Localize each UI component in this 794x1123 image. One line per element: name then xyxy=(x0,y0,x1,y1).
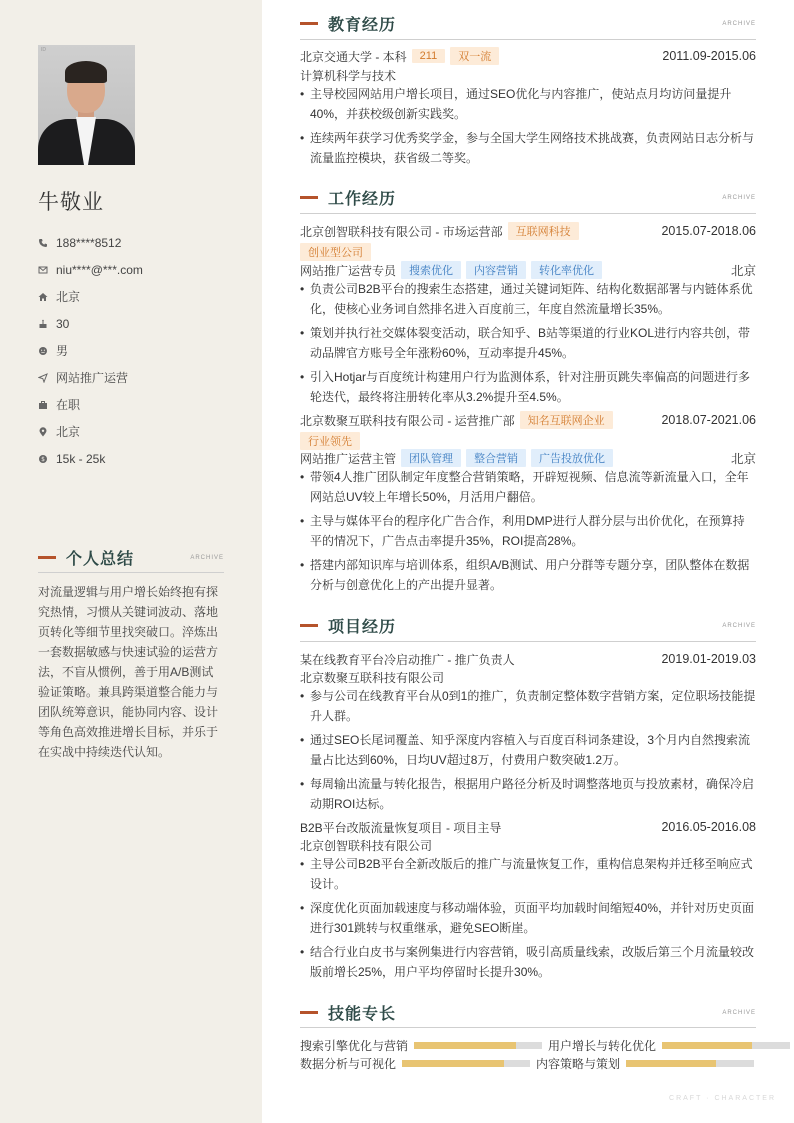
money-icon xyxy=(38,454,56,464)
project-name: 某在线教育平台冷启动推广 - 推广负责人 xyxy=(300,652,515,667)
email-icon xyxy=(38,265,56,275)
company-tag: 互联网科技 xyxy=(508,222,579,240)
photo-tag: ID xyxy=(41,47,46,53)
summary-heading xyxy=(38,546,224,569)
map-pin-icon xyxy=(38,427,56,437)
skill-fill xyxy=(662,1042,752,1049)
skill-bar xyxy=(402,1060,530,1067)
skills-heading xyxy=(300,1001,756,1024)
skill-name: 用户增长与转化优化 xyxy=(548,1039,657,1053)
project-name: B2B平台改版流量恢复项目 - 项目主导 xyxy=(300,820,502,835)
skill-item xyxy=(536,1055,754,1072)
heading-accent xyxy=(300,196,318,199)
skill-item xyxy=(300,1037,542,1054)
skill-fill xyxy=(402,1060,504,1067)
skill-name: 内容策略与策划 xyxy=(536,1057,621,1071)
skill-name: 搜索引擎优化与营销 xyxy=(300,1039,409,1053)
role-tag: 团队管理 xyxy=(401,449,461,467)
job-city: 北京 xyxy=(730,452,756,466)
archive-label: ARCHIVE xyxy=(722,20,756,27)
skill-item xyxy=(300,1055,530,1072)
job-period: 2015.07-2018.06 xyxy=(661,224,756,238)
project-bullet: • 参与公司在线教育平台从0到1的推广，负责制定整体数字营销方案，定位职场技能提升人群。 xyxy=(300,686,756,726)
major-row xyxy=(300,66,756,84)
work-heading xyxy=(300,186,756,209)
project-bullet: • 深度优化页面加载速度与移动端体验，页面平均加载时间缩短40%，并针对历史页面进行301跳转与权重继承，避免SEO断崖。 xyxy=(300,898,756,938)
archive-label: ARCHIVE xyxy=(722,194,756,201)
project-org-row xyxy=(300,836,756,854)
job-company-tags-row xyxy=(300,432,756,450)
job-role-row xyxy=(300,449,756,467)
job-company: 北京创智联科技有限公司 - 市场运营部 xyxy=(300,224,503,239)
target-city-value: 北京 xyxy=(56,425,81,439)
email-value: niu****@***.com xyxy=(56,262,143,277)
job-bullet: • 主导与媒体平台的程序化广告合作，利用DMP进行人群分层与出价优化，在预算持平的情况下，广告点击率提升35%，ROI提高28%。 xyxy=(300,511,756,551)
candidate-name: 牛敬业 xyxy=(38,191,104,214)
status-row xyxy=(38,391,238,418)
archive-label: ARCHIVE xyxy=(722,1009,756,1016)
work-title: 工作经历 xyxy=(328,191,397,208)
location-value: 北京 xyxy=(56,290,81,304)
education-bullet: • 主导校园网站用户增长项目，通过SEO优化与内容推广，使站点月均访问量提升40%，并获校级创新实践奖。 xyxy=(300,84,756,124)
cake-icon xyxy=(38,319,56,329)
skill-bar xyxy=(662,1042,790,1049)
email-row xyxy=(38,256,238,283)
education-title: 教育经历 xyxy=(328,17,397,34)
job-bullet: • 带领4人推广团队制定年度整合营销策略，开辟短视频、信息流等新流量入口，全年网站总UV较上年增长50%，月活用户翻倍。 xyxy=(300,467,756,507)
divider xyxy=(300,641,756,642)
job-company-row xyxy=(300,222,756,240)
skill-fill xyxy=(626,1060,716,1067)
divider xyxy=(300,213,756,214)
project-row xyxy=(300,650,756,668)
project-org: 北京数聚互联科技有限公司 xyxy=(300,670,445,685)
job-role: 网站推广运营主管 xyxy=(300,451,397,466)
role-tag: 整合营销 xyxy=(466,449,526,467)
status-value: 在职 xyxy=(56,398,81,412)
job-period: 2018.07-2021.06 xyxy=(661,413,756,427)
role-tag: 搜索优化 xyxy=(401,261,461,279)
project-period: 2019.01-2019.03 xyxy=(661,652,756,666)
summary-text: 对流量逻辑与用户增长始终抱有探究热情，习惯从关键词波动、落地页转化等细节里找突破口。淬炼出一套数据敏感与快速试验的运营方法，不盲从惯例，善于用A/B测试验证策略。兼具跨渠道整合能力与团队统筹意识，能协同内容、设计等角色高效推进增长目标，并乐于在实战中持续迭代认知。 xyxy=(38,585,219,759)
archive-label: ARCHIVE xyxy=(722,622,756,629)
project-bullet: • 主导公司B2B平台全新改版后的推广与流量恢复工作，重构信息架构并迁移至响应式设计。 xyxy=(300,854,756,894)
skill-bar xyxy=(414,1042,542,1049)
project-bullet: • 结合行业白皮书与案例集进行内容营销，吸引高质量线索，改版后第三个月流量较改版前增长25%，用户平均停留时长提升30%。 xyxy=(300,942,756,982)
role-tag: 广告投放优化 xyxy=(531,449,613,467)
skill-bar xyxy=(626,1060,754,1067)
projects-title: 项目经历 xyxy=(328,619,397,636)
project-bullet: • 通过SEO长尾词覆盖、知乎深度内容植入与百度百科词条建设，3个月内自然搜索流量占比达到60%，日均UV超过8万，付费用户数突破1.2万。 xyxy=(300,730,756,770)
divider xyxy=(300,39,756,40)
job-role-row xyxy=(300,261,756,279)
education-heading xyxy=(300,12,756,35)
target-role-row xyxy=(38,364,238,391)
project-org: 北京创智联科技有限公司 xyxy=(300,838,433,853)
project-period: 2016.05-2016.08 xyxy=(661,820,756,834)
divider xyxy=(38,572,224,573)
gender-value: 男 xyxy=(56,344,69,358)
svg-text:$: $ xyxy=(41,455,45,463)
school-tag: 211 xyxy=(412,49,446,63)
job-bullet: • 引入Hotjar与百度统计构建用户行为监测体系，针对注册页跳失率偏高的问题进行多轮迭代，最终将注册转化率从3.2%提升至4.5%。 xyxy=(300,367,756,407)
contact-info xyxy=(38,229,238,472)
education-row xyxy=(300,47,756,65)
skill-item xyxy=(548,1037,790,1054)
school-tag: 双一流 xyxy=(450,47,499,65)
role-tag: 内容营销 xyxy=(466,261,526,279)
home-icon xyxy=(38,292,56,302)
heading-accent xyxy=(300,1011,318,1014)
job-company-tags-row xyxy=(300,243,756,261)
job-company-row xyxy=(300,411,756,429)
age-row xyxy=(38,310,238,337)
skills-title: 技能专长 xyxy=(328,1006,397,1023)
job-bullet: • 搭建内部知识库与培训体系，组织A/B测试、用户分群等专题分享，团队整体在数据分析与创意优化上的产出提升显著。 xyxy=(300,555,756,595)
skill-fill xyxy=(414,1042,516,1049)
role-tag: 转化率优化 xyxy=(531,261,602,279)
salary-row xyxy=(38,445,238,472)
company-tag: 创业型公司 xyxy=(300,243,371,261)
job-role: 网站推广运营专员 xyxy=(300,263,397,278)
salary-value: 15k - 25k xyxy=(56,451,106,466)
age-value: 30 xyxy=(56,316,70,331)
phone-value: 188****8512 xyxy=(56,235,122,250)
skill-name: 数据分析与可视化 xyxy=(300,1057,397,1071)
target-role-value: 网站推广运营 xyxy=(56,371,129,385)
project-row xyxy=(300,818,756,836)
job-bullet: • 策划并执行社交媒体裂变活动，联合知乎、B站等渠道的行业KOL进行内容共创，带动品牌官方账号全年涨粉60%，互动率提升45%。 xyxy=(300,323,756,363)
heading-accent xyxy=(300,624,318,627)
footer-watermark: CRAFT · CHARACTER xyxy=(669,1095,776,1102)
target-city-row xyxy=(38,418,238,445)
location-row xyxy=(38,283,238,310)
job-city: 北京 xyxy=(730,264,756,278)
face-icon xyxy=(38,346,56,356)
education-bullet: • 连续两年获学习优秀奖学金，参与全国大学生网络技术挑战赛，负责网站日志分析与流量监控模块，获省级二等奖。 xyxy=(300,128,756,168)
project-org-row xyxy=(300,668,756,686)
company-tag: 知名互联网企业 xyxy=(520,411,613,429)
sidebar xyxy=(0,0,262,1123)
send-icon xyxy=(38,373,56,383)
heading-accent xyxy=(300,22,318,25)
job-company: 北京数聚互联科技有限公司 - 运营推广部 xyxy=(300,413,515,428)
phone-row xyxy=(38,229,238,256)
education-period: 2011.09-2015.06 xyxy=(662,49,756,63)
phone-icon xyxy=(38,238,56,248)
gender-row xyxy=(38,337,238,364)
school-name: 北京交通大学 - 本科 xyxy=(300,49,407,64)
archive-label: ARCHIVE xyxy=(190,554,224,561)
briefcase-icon xyxy=(38,400,56,410)
project-bullet: • 每周输出流量与转化报告，根据用户路径分析及时调整落地页与投放素材，确保冷启动期ROI达标。 xyxy=(300,774,756,814)
company-tag: 行业领先 xyxy=(300,432,360,450)
divider xyxy=(300,1027,756,1028)
major: 计算机科学与技术 xyxy=(300,68,397,83)
heading-accent xyxy=(38,556,56,559)
summary-title: 个人总结 xyxy=(66,551,135,568)
projects-heading xyxy=(300,614,756,637)
job-bullet: • 负责公司B2B平台的搜索生态搭建，通过关键词矩阵、结构化数据部署与内链体系优化，使核心业务词自然排名进入百度前三，年度自然流量增长35%。 xyxy=(300,279,756,319)
profile-photo xyxy=(38,45,135,165)
